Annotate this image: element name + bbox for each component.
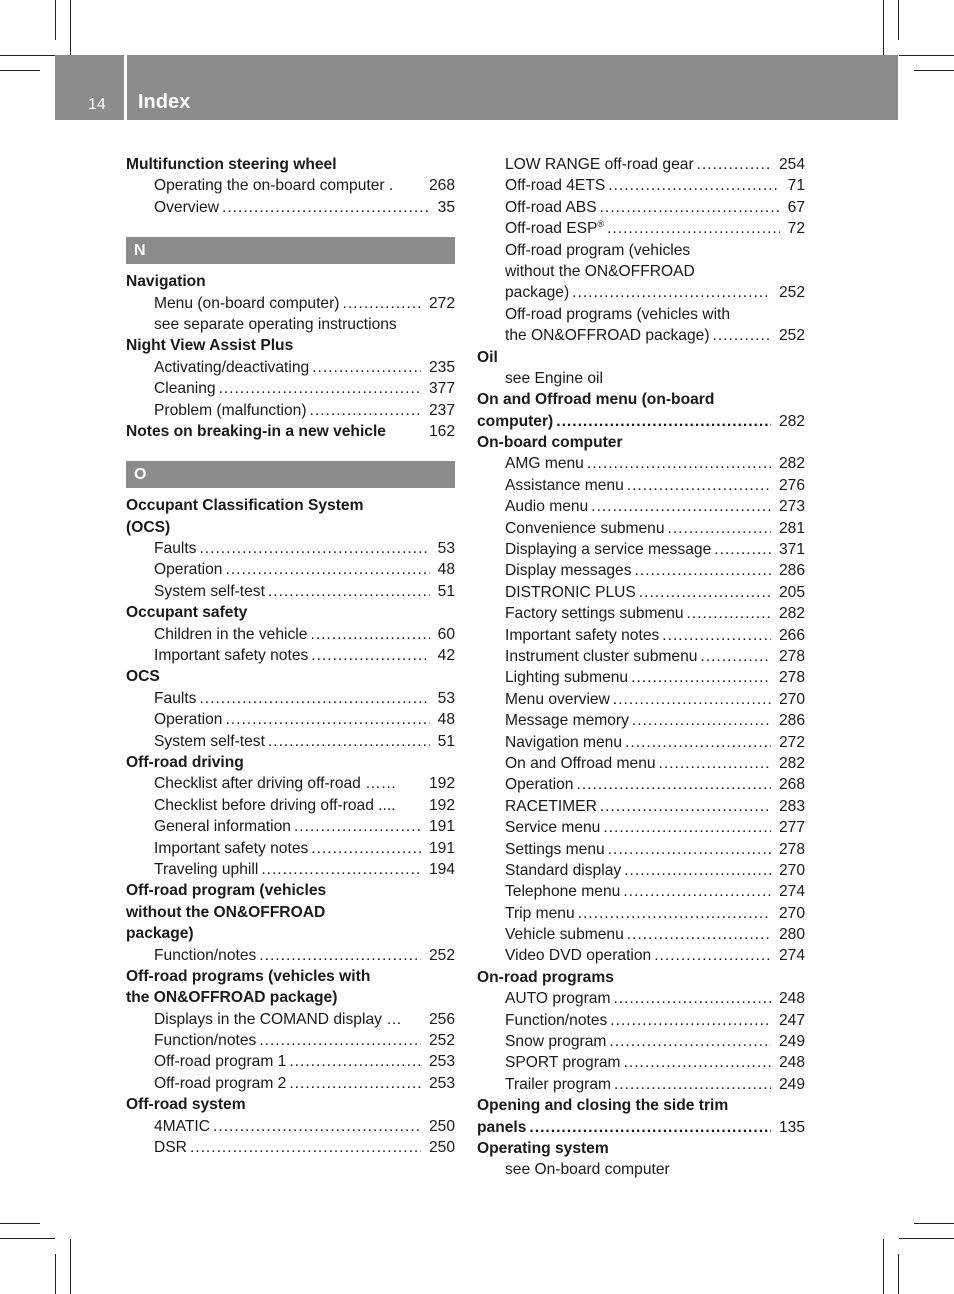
crop-mark	[70, 0, 71, 55]
index-heading: Notes on breaking-in a new vehicle 162	[126, 422, 455, 440]
index-heading: Off-road system	[126, 1096, 246, 1114]
index-subentry: Operation ..... 48	[126, 559, 455, 580]
index-subentry: AUTO program ..... 248	[477, 988, 805, 1009]
index-subentry: Function/notes ..... 252	[126, 1030, 455, 1051]
index-subentry: Important safety notes ..... 42	[126, 645, 455, 666]
index-subentry: Off-road programs (vehicles with	[505, 305, 731, 323]
crop-mark	[898, 1254, 899, 1294]
crop-mark	[898, 0, 899, 40]
index-subentry: LOW RANGE off-road gear ..... 254	[477, 154, 805, 175]
index-subentry: Faults ..... 53	[126, 688, 455, 709]
index-subentry: General information ..... 191	[126, 816, 455, 837]
index-subentry: Off-road ABS ..... 67	[477, 197, 805, 218]
index-heading: Off-road driving	[126, 753, 244, 771]
index-subentry: Trailer program ..... 249	[477, 1074, 805, 1095]
index-subentry: Operating the on-board computer . 268	[154, 177, 455, 195]
index-subentry: Settings menu ..... 278	[477, 839, 805, 860]
index-heading: On-board computer	[477, 434, 623, 452]
index-subentry: Displaying a service message ..... 371	[477, 539, 805, 560]
index-heading: Occupant Classification System	[126, 497, 364, 515]
index-subentry: Standard display ..... 270	[477, 860, 805, 881]
page-number: 14	[88, 96, 106, 113]
index-subentry: Operation ..... 268	[477, 774, 805, 795]
index-subentry: Traveling uphill ..... 194	[126, 859, 455, 880]
index-subentry: the ON&OFFROAD package) ..... 252	[477, 325, 805, 346]
index-heading: Opening and closing the side trim	[477, 1097, 729, 1115]
index-heading: panels ..... 135	[477, 1117, 805, 1138]
index-column-right	[477, 154, 805, 1181]
index-subentry: Service menu ..... 277	[477, 817, 805, 838]
index-heading: Navigation	[126, 273, 206, 291]
crop-mark	[914, 1223, 954, 1224]
index-heading: Operating system	[477, 1139, 609, 1157]
crop-mark	[883, 1239, 884, 1294]
index-subentry: DISTRONIC PLUS ..... 205	[477, 582, 805, 603]
index-subentry: System self-test ..... 51	[126, 581, 455, 602]
index-subentry: Off-road program 1 ..... 253	[126, 1051, 455, 1072]
index-heading: On-road programs	[477, 968, 614, 986]
index-subentry: Activating/deactivating ..... 235	[126, 357, 455, 378]
index-subentry: Operation ..... 48	[126, 709, 455, 730]
index-heading: package)	[126, 925, 194, 943]
index-subentry: Children in the vehicle ..... 60	[126, 624, 455, 645]
crop-mark	[0, 70, 40, 71]
index-subentry: Overview ..... 35	[126, 197, 455, 218]
index-subentry: Function/notes ..... 252	[126, 945, 455, 966]
header-divider	[124, 55, 127, 120]
index-subentry: Navigation menu ..... 272	[477, 732, 805, 753]
index-subentry: Display messages ..... 286	[477, 560, 805, 581]
crop-mark	[899, 1238, 954, 1239]
crop-mark	[55, 0, 56, 40]
index-heading: Oil	[477, 348, 498, 366]
index-heading: Occupant safety	[126, 604, 248, 622]
index-subentry: DSR ..... 250	[126, 1137, 455, 1158]
index-heading: Off-road program (vehicles	[126, 882, 327, 900]
section-letter-n: N	[126, 237, 455, 264]
index-subentry: Checklist after driving off-road …… 192	[154, 775, 455, 793]
index-subentry: Problem (malfunction) ..... 237	[126, 400, 455, 421]
crop-mark	[70, 1239, 71, 1294]
index-subentry: 4MATIC ..... 250	[126, 1116, 455, 1137]
crop-mark	[899, 55, 954, 56]
index-heading: Off-road programs (vehicles with	[126, 967, 371, 985]
crop-mark	[0, 1238, 55, 1239]
index-subentry: Telephone menu ..... 274	[477, 881, 805, 902]
index-subentry: Audio menu ..... 273	[477, 496, 805, 517]
index-subentry: Menu overview ..... 270	[477, 689, 805, 710]
index-subentry: see On-board computer	[505, 1161, 670, 1179]
index-subentry: Assistance menu ..... 276	[477, 475, 805, 496]
index-subentry: System self-test ..... 51	[126, 731, 455, 752]
index-subentry: Off-road ESP® ..... 72	[477, 218, 805, 239]
crop-mark	[914, 70, 954, 71]
index-subentry: Important safety notes ..... 266	[477, 625, 805, 646]
index-subentry: Menu (on-board computer) ..... 272	[126, 293, 455, 314]
index-heading: without the ON&OFFROAD	[126, 903, 326, 921]
index-subentry: SPORT program ..... 248	[477, 1052, 805, 1073]
index-subentry: Off-road 4ETS ..... 71	[477, 175, 805, 196]
crop-mark	[883, 0, 884, 55]
index-subentry: Trip menu ..... 270	[477, 903, 805, 924]
index-heading: Multifunction steering wheel	[126, 156, 337, 173]
index-subentry: Important safety notes ..... 191	[126, 838, 455, 859]
index-subentry: Checklist before driving off-road .... 192	[154, 796, 455, 814]
index-subentry: Message memory ..... 286	[477, 710, 805, 731]
index-heading: computer) ..... 282	[477, 411, 805, 432]
index-subentry: Factory settings submenu ..... 282	[477, 603, 805, 624]
index-subentry: RACETIMER ..... 283	[477, 796, 805, 817]
section-letter-o: O	[126, 461, 455, 488]
index-subentry: On and Offroad menu ..... 282	[477, 753, 805, 774]
index-subentry: without the ON&OFFROAD	[505, 262, 695, 280]
index-subentry: Off-road program (vehicles	[505, 241, 691, 259]
index-subentry: see separate operating instructions	[154, 315, 397, 333]
index-subentry: Lighting submenu ..... 278	[477, 667, 805, 688]
crop-mark	[0, 55, 55, 56]
index-subentry: see Engine oil	[505, 369, 603, 387]
index-subentry: Instrument cluster submenu ..... 278	[477, 646, 805, 667]
crop-mark	[55, 1254, 56, 1294]
index-subentry: Off-road program 2 ..... 253	[126, 1073, 455, 1094]
index-subentry: Convenience submenu ..... 281	[477, 518, 805, 539]
index-heading: Night View Assist Plus	[126, 337, 294, 355]
index-subentry: Function/notes ..... 247	[477, 1010, 805, 1031]
index-column-left	[126, 154, 455, 1158]
index-subentry: Video DVD operation ..... 274	[477, 945, 805, 966]
index-heading: On and Offroad menu (on-board	[477, 391, 715, 409]
index-heading: (OCS)	[126, 518, 171, 536]
page-title: Index	[138, 91, 191, 113]
crop-mark	[0, 1223, 40, 1224]
index-heading: OCS	[126, 668, 160, 686]
index-subentry: Cleaning ..... 377	[126, 378, 455, 399]
index-subentry: Snow program ..... 249	[477, 1031, 805, 1052]
index-subentry: package) ..... 252	[477, 282, 805, 303]
index-heading: the ON&OFFROAD package)	[126, 989, 338, 1007]
index-subentry: Vehicle submenu ..... 280	[477, 924, 805, 945]
index-subentry: Faults ..... 53	[126, 538, 455, 559]
index-subentry: AMG menu ..... 282	[477, 453, 805, 474]
index-subentry: Displays in the COMAND display … 256	[154, 1010, 455, 1028]
